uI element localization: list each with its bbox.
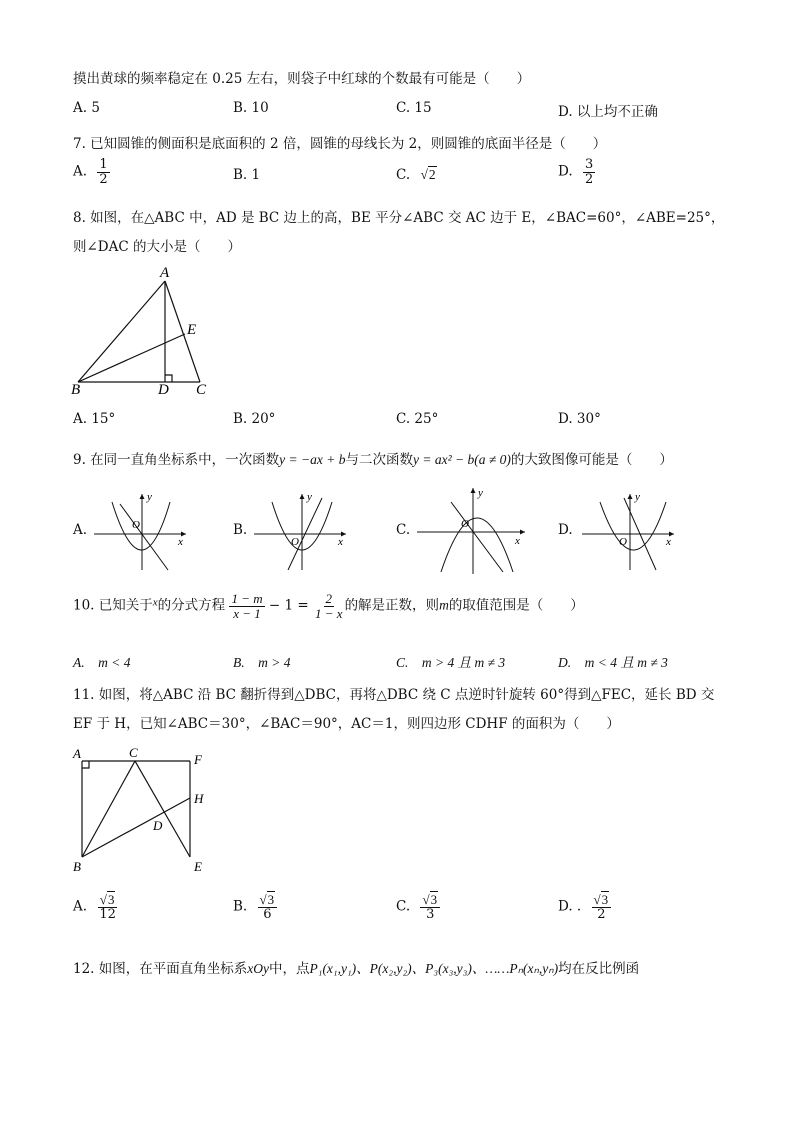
q9-option-b-label: B. <box>233 522 248 538</box>
q11-label-e: E <box>194 859 202 874</box>
q11-label-c: C <box>129 745 138 760</box>
q8-label-a: A <box>160 265 170 281</box>
q9-option-a-label: A. <box>73 522 88 538</box>
q12-stem: 12. 如图，在平面直角坐标系xOy中，点P₁(x₁,y₁)、P(x₂,y₂)、P₃(x₃,y₃)、……Pₙ(xₙ,yₙ)均在反比例函 <box>73 961 640 977</box>
svg-text:O: O <box>619 536 627 548</box>
svg-text:y: y <box>635 491 640 503</box>
svg-text:O: O <box>291 536 299 548</box>
q8-label-e: E <box>187 322 197 338</box>
q11-label-d: D <box>153 818 163 833</box>
q11-label-f: F <box>194 752 202 767</box>
q9-graph-a <box>90 488 190 573</box>
q8-triangle-figure <box>65 262 225 402</box>
q9-option-d-label: D. <box>558 522 573 538</box>
svg-text:O: O <box>461 518 469 530</box>
q7-option-b: B. 1 <box>233 167 261 183</box>
q6-option-d: D. 以上均不正确 <box>558 104 658 120</box>
svg-text:x: x <box>666 536 671 548</box>
q11-label-b: B <box>73 859 81 874</box>
svg-text:x: x <box>515 535 520 547</box>
q11-stem-line1: 11. 如图，将△ABC 沿 BC 翻折得到△DBC，再将△DBC 绕 C 点逆时针旋转 60°得到△FEC，延长 BD 交 <box>73 687 715 703</box>
q11-option-c: C. $\frac{√3}{3}$ <box>396 893 440 921</box>
svg-text:O: O <box>132 519 140 531</box>
q6-option-b: B. 10 <box>233 100 269 116</box>
q8-label-d: D <box>158 382 169 398</box>
q9-graph-c <box>413 484 533 576</box>
q8-option-c: C. 25° <box>396 411 439 427</box>
q9-option-c-label: C. <box>396 522 411 538</box>
q11-label-a: A <box>73 746 81 761</box>
q10-stem: 10. 已知关于$^x$的分式方程 $\frac{1 - m}{x - 1}$ − 1 = $\frac{2}{1 - x}$ 的解是正数，则m的取值范围是（ ） <box>73 591 584 621</box>
q7-stem: 7. 已知圆锥的侧面积是底面积的 2 倍，圆锥的母线长为 2，则圆锥的底面半径是（ ） <box>73 136 607 152</box>
q8-stem-line2: 则∠DAC 的大小是（ ） <box>73 239 242 255</box>
q11-figure <box>68 743 218 878</box>
q7-option-a: A. $\frac{1}{2}$ <box>73 157 108 187</box>
q8-label-b: B <box>71 382 81 398</box>
svg-text:x: x <box>338 536 343 548</box>
svg-text:x: x <box>178 536 183 548</box>
q8-option-b: B. 20° <box>233 411 276 427</box>
q7-option-d: D. $\frac{3}{2}$ <box>558 157 594 187</box>
svg-text:y: y <box>307 491 312 503</box>
q11-option-b: B. $\frac{√3}{6}$ <box>233 893 277 921</box>
q6-stem: 摸出黄球的频率稳定在 0.25 左右，则袋子中红球的个数最有可能是（ ） <box>73 71 531 87</box>
q11-option-d: D. . $\frac{√3}{2}$ <box>558 893 611 921</box>
q11-stem-line2: EF 于 H，已知∠ABC＝30°，∠BAC＝90°，AC＝1，则四边形 CDHF 的面积为（ ） <box>73 716 620 732</box>
svg-text:y: y <box>147 491 152 503</box>
q10-option-d: D. m < 4 且 m ≠ 3 <box>558 655 668 670</box>
q8-option-a: A. 15° <box>73 411 116 427</box>
q10-option-b: B. m > 4 <box>233 655 291 670</box>
q9-graph-d <box>578 488 678 573</box>
q10-option-c: C. m > 4 且 m ≠ 3 <box>396 655 506 670</box>
q9-stem: 9. 在同一直角坐标系中，一次函数y = −ax + b与二次函数y = ax² − b(a ≠ 0)的大致图像可能是（ ） <box>73 452 673 468</box>
q11-option-a: A. $\frac{√3}{12}$ <box>73 892 116 922</box>
svg-text:y: y <box>478 487 483 499</box>
q6-option-c: C. 15 <box>396 100 432 116</box>
q11-label-h: H <box>194 791 204 806</box>
q7-option-c: C. √2 <box>396 167 436 183</box>
q10-option-a: A. m < 4 <box>73 655 131 670</box>
q9-graph-b <box>250 488 350 573</box>
q8-stem-line1: 8. 如图，在△ABC 中，AD 是 BC 边上的高，BE 平分∠ABC 交 AC 边于 E，∠BAC=60°，∠ABE=25°， <box>73 210 725 226</box>
q8-option-d: D. 30° <box>558 411 601 427</box>
q6-option-a: A. 5 <box>73 100 100 116</box>
q8-label-c: C <box>196 382 207 398</box>
